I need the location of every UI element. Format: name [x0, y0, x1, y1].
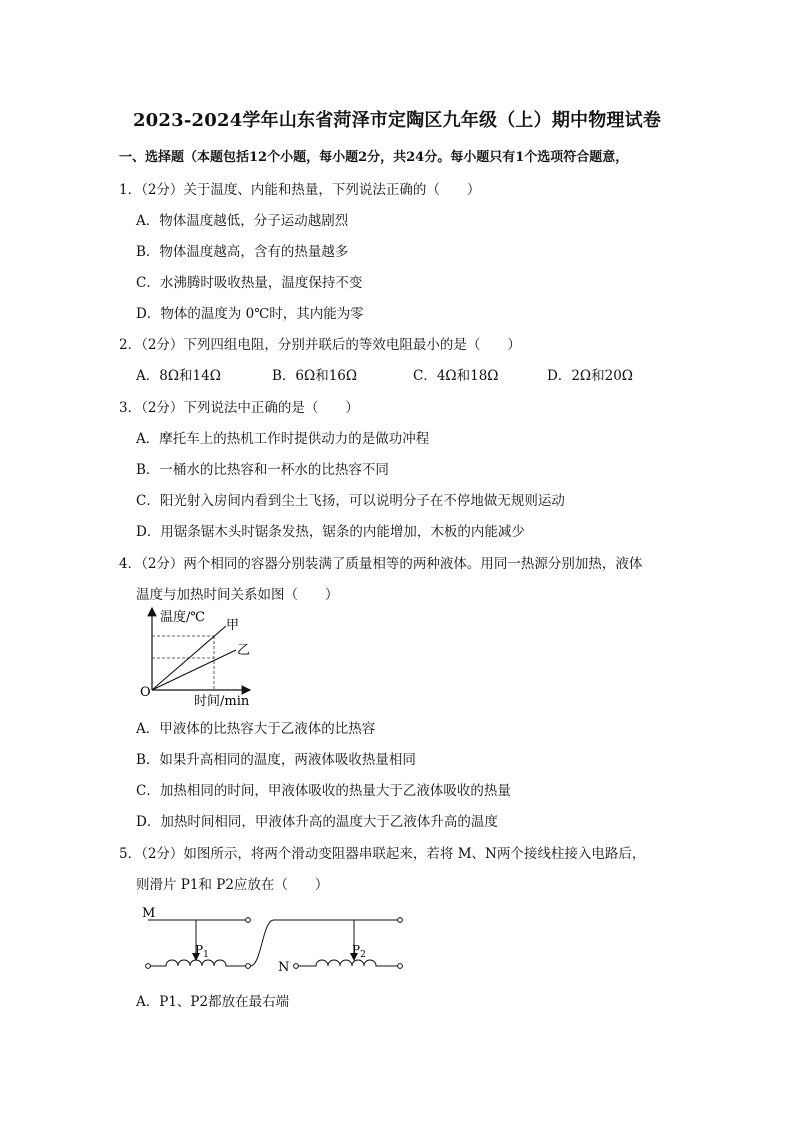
question-2-option-a: A．8Ω和14Ω: [136, 368, 221, 384]
rheostat-2-bar-end: [398, 918, 403, 923]
question-2-stem: 2．（2分）下列四组电阻，分别并联后的等效电阻最小的是（ ）: [119, 337, 521, 353]
question-3-option-d: D．用锯条锯木头时锯条发热，锯条的内能增加，木板的内能减少: [136, 524, 525, 540]
rheostat-1-coil: [150, 960, 246, 966]
question-1-stem: 1．（2分）关于温度、内能和热量，下列说法正确的（ ）: [119, 182, 481, 198]
question-4-option-a: A．甲液体的比热容大于乙液体的比热容: [136, 721, 376, 737]
slider-p2-label: $P_2$: [352, 943, 366, 960]
question-3-stem: 3．（2分）下列说法中正确的是（ ）: [119, 400, 359, 416]
rheostat-1-bar-end: [246, 918, 251, 923]
question-2-option-d: D．2Ω和20Ω: [547, 368, 633, 384]
question-3-option-c: C．阳光射入房间内看到尘土飞扬，可以说明分子在不停地做无规则运动: [136, 493, 565, 509]
question-1-option-b: B．物体温度越高，含有的热量越多: [136, 244, 349, 260]
terminal-n-label: N: [278, 960, 290, 975]
slider-p1-label: $P_1$: [195, 943, 209, 960]
question-2-options: [136, 364, 696, 382]
question-4-stem-line1: 4．（2分）两个相同的容器分别装满了质量相等的两种液体。用同一热源分别加热，液体: [119, 556, 643, 572]
question-4-option-d: D．加热时间相同，甲液体升高的温度大于乙液体升高的温度: [136, 814, 498, 830]
question-1-option-d: D．物体的温度为 0℃时，其内能为零: [136, 306, 364, 322]
question-2-option-b: B．6Ω和16Ω: [272, 368, 358, 384]
rheostat-1-right-terminal: [246, 964, 251, 969]
question-1-option-a: A．物体温度越低，分子运动越剧烈: [136, 213, 349, 229]
question-2-option-c: C．4Ω和18Ω: [413, 368, 499, 384]
graph-origin-label: O: [140, 685, 151, 700]
graph-x-label: 时间/min: [194, 694, 250, 709]
question-5-stem-line1: 5．（2分）如图所示，将两个滑动变阻器串联起来，若将 M、N两个接线柱接入电路后，: [119, 846, 646, 862]
question-3-option-b: B．一桶水的比热容和一杯水的比热容不同: [136, 462, 389, 478]
page-title: 2023-2024学年山东省菏泽市定陶区九年级（上）期中物理试卷: [132, 110, 662, 131]
sliding-rheostat-circuit: [138, 900, 410, 978]
rheostat-2-coil: [298, 960, 398, 966]
rheostat-2-left-terminal: [294, 964, 299, 969]
terminal-m-label: M: [142, 906, 156, 921]
connecting-wire: [250, 920, 298, 966]
question-5-stem-line2: 则滑片 P1和 P2应放在（ ）: [136, 877, 329, 893]
section-heading: 一、选择题（本题包括12个小题，每小题2分，共24分。每小题只有1个选项符合题意，: [119, 150, 629, 165]
temperature-time-graph: [138, 604, 258, 710]
rheostat-2-right-terminal: [398, 964, 403, 969]
question-1-option-c: C．水沸腾时吸收热量，温度保持不变: [136, 275, 363, 291]
question-4-option-b: B．如果升高相同的温度，两液体吸收热量相同: [136, 752, 416, 768]
question-3-option-a: A．摩托车上的热机工作时提供动力的是做功冲程: [136, 431, 430, 447]
line-yi: [152, 650, 236, 690]
graph-label-jia: 甲: [226, 618, 240, 633]
question-5-option-a: A．P1、P2都放在最右端: [136, 994, 290, 1010]
question-4-stem-line2: 温度与加热时间关系如图（ ）: [136, 587, 339, 603]
rheostat-1-left-terminal: [146, 964, 151, 969]
question-4-option-c: C．加热相同的时间，甲液体吸收的热量大于乙液体吸收的热量: [136, 783, 511, 799]
graph-label-yi: 乙: [237, 643, 251, 658]
graph-y-label: 温度/℃: [160, 610, 205, 625]
